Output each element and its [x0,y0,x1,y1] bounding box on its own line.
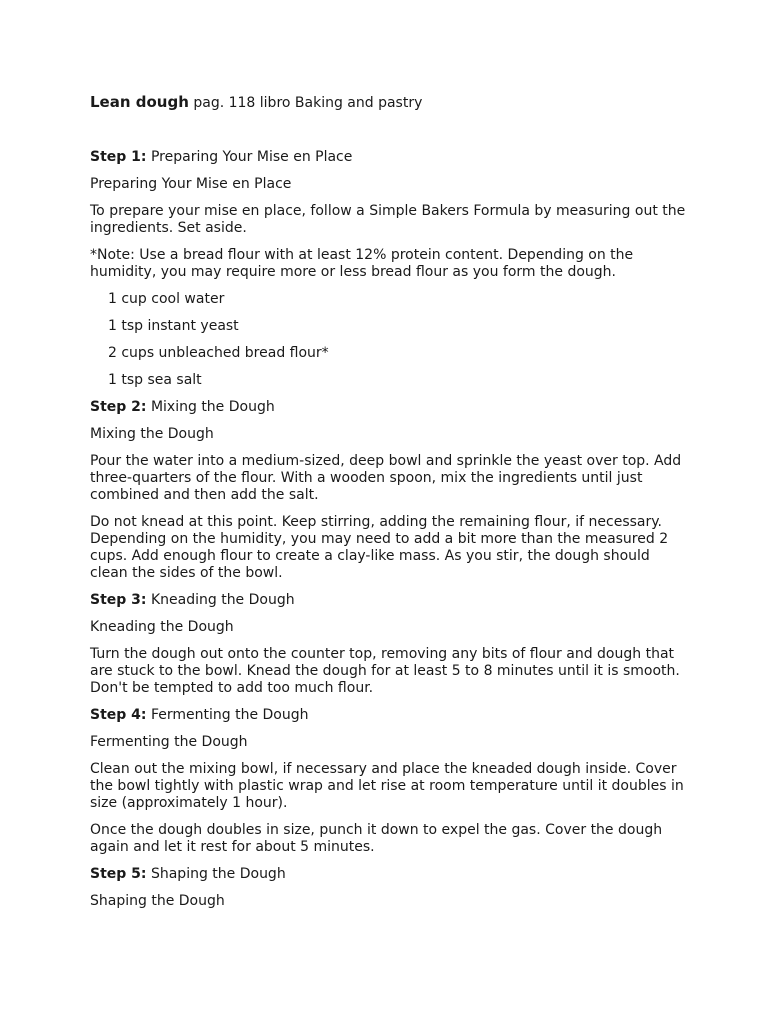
step-5-heading [90,866,690,883]
step-3-subtitle: Kneading the Dough [90,619,234,635]
ingredient-water: 1 cup cool water [108,291,225,307]
ingredient-yeast: 1 tsp instant yeast [108,318,239,334]
step-1-heading [90,149,690,166]
step-4-title: Fermenting the Dough [146,707,309,723]
step-4-label: Step 4: [90,707,147,723]
step-3-paragraph-1: Turn the dough out onto the counter top, removing any bits of flour and dough that are stuck to the bowl. Knead the dough for at least 5 to 8 minutes until it is smooth. Don't be tempted to add too much flour. [90,646,680,696]
ingredient-flour: 2 cups unbleached bread flour* [108,345,329,361]
step-2-heading [90,399,690,416]
step-2-paragraph-1: Pour the water into a medium-sized, deep bowl and sprinkle the yeast over top. Add three-quarters of the flour. With a wooden spoon, mix the ingredients until just combined and then add the salt. [90,453,682,503]
step-1-paragraph-1: To prepare your mise en place, follow a Simple Bakers Formula by measuring out the ingredients. Set aside. [90,203,686,236]
document-body [90,149,690,920]
step-1-subtitle: Preparing Your Mise en Place [90,176,292,192]
step-2-paragraph-2: Do not knead at this point. Keep stirring, adding the remaining flour, if necessary. Depending on the humidity, you may need to add a bit more than the measured 2 cups. Add enough flour to create a clay-like mass. As you stir, the dough should clean the sides of the bowl. [90,514,669,581]
recipe-title: Lean dough [90,93,189,111]
step-1-label: Step 1: [90,149,147,165]
step-5-title: Shaping the Dough [146,866,286,882]
document-title [90,92,422,113]
step-4-heading [90,707,690,724]
step-3-title: Kneading the Dough [146,592,295,608]
step-3-heading [90,592,690,609]
ingredient-salt: 1 tsp sea salt [108,372,202,388]
recipe-source: pag. 118 libro Baking and pastry [188,95,423,111]
step-4-paragraph-2: Once the dough doubles in size, punch it down to expel the gas. Cover the dough again and let it rest for about 5 minutes. [90,822,663,855]
step-1-note: *Note: Use a bread flour with at least 12% protein content. Depending on the humidity, you may require more or less bread flour as you form the dough. [90,247,634,280]
step-2-subtitle: Mixing the Dough [90,426,214,442]
step-4-paragraph-1: Clean out the mixing bowl, if necessary and place the kneaded dough inside. Cover the bowl tightly with plastic wrap and let rise at room temperature until it doubles in size (approximately 1 hour). [90,761,684,811]
step-3-label: Step 3: [90,592,147,608]
step-4-subtitle: Fermenting the Dough [90,734,248,750]
step-2-title: Mixing the Dough [146,399,275,415]
step-1-title: Preparing Your Mise en Place [146,149,353,165]
step-2-label: Step 2: [90,399,147,415]
step-5-label: Step 5: [90,866,147,882]
step-5-subtitle: Shaping the Dough [90,893,225,909]
